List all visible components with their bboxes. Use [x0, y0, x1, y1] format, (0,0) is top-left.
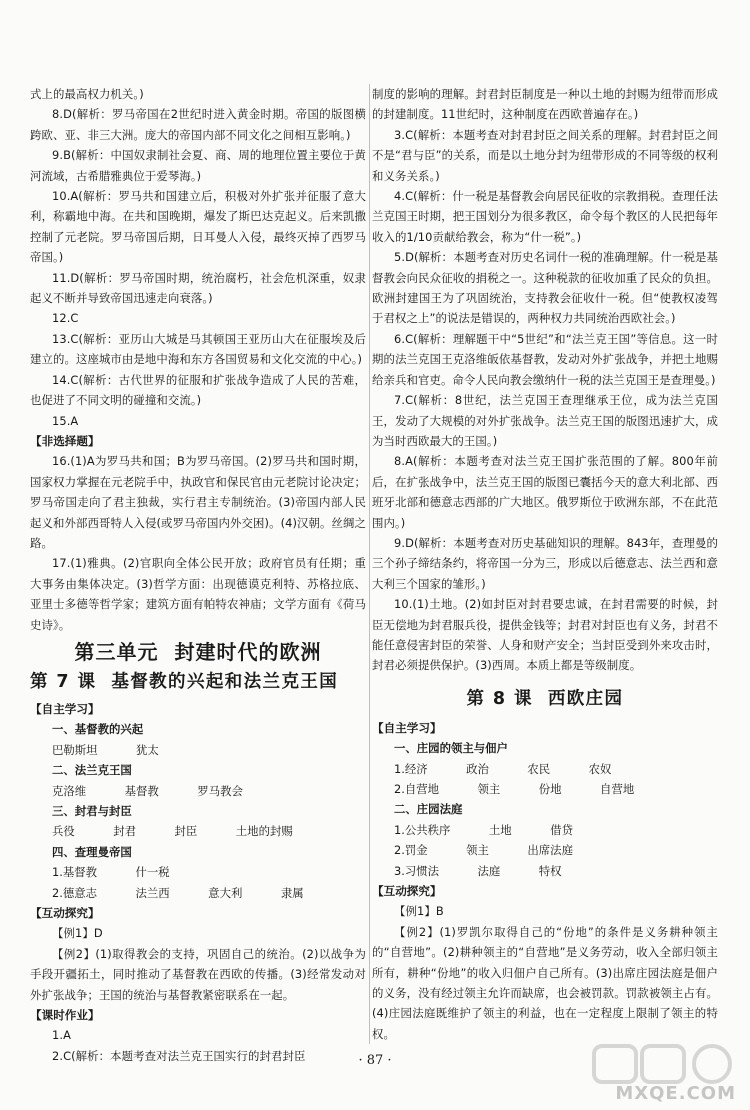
- answer-para: 5.D(解析：本题考查对历史名词什一税的准确理解。什一税是基督教会向民众征收的捐税之一。这种税款的征收加重了民众的负担。欧洲封建国王为了巩固统治，支持教会征收什一税。但“使教权凌驾于君权之上”的说法是错误的，两种权力共同统治西欧社会。): [372, 250, 718, 326]
- section-heading: 三、封君与封臣: [52, 804, 132, 818]
- column-divider: [369, 84, 370, 1044]
- answer-words: 克洛维 基督教 罗马教会: [52, 783, 243, 798]
- example-1: 【例1】B: [394, 904, 444, 919]
- answer-words: 1.经济 政治 农民 农奴: [394, 761, 612, 776]
- example-1: 【例1】D: [52, 926, 103, 941]
- watermark-text: MXQE.COM: [615, 1083, 736, 1104]
- answer-words: 3.习惯法 法庭 特权: [394, 863, 562, 878]
- answer-para: 13.C(解析：亚历山大城是马其顿国王亚历山大在征服埃及后建立的。这座城市由是地中海和东方各国贸易和文化交流的中心。): [30, 331, 366, 367]
- homework-2: 2.C(解析：本题考查对法兰克王国实行的封君封臣: [52, 1048, 306, 1063]
- answer-para: 3.C(解析：本题考查对封君封臣之间关系的理解。封君封臣之间不是“君与臣”的关系，而是以土地分封为纽带形成的不同等级的权利和义务关系。): [372, 127, 718, 183]
- section-heading: 四、查理曼帝国: [52, 844, 132, 859]
- lesson-7-title: 第 7 课 基督教的兴起和法兰克王国: [30, 671, 339, 692]
- interactive-header: 【互动探究】: [30, 906, 100, 921]
- answer-para: 14.C(解析：古代世界的征服和扩张战争造成了人民的苦难，也促进了不同文明的碰撞和交流。): [30, 372, 366, 408]
- answer-para: 8.A(解析：本题考查对法兰克王国扩张范围的了解。800年前后，在扩张战争中，法兰克王国的版图已囊括今天的意大利北部、西班牙北部和德意志西部的广大地区。俄罗斯位于欧洲东部，不在此范围内。): [372, 454, 718, 530]
- unit-title: 第三单元 封建时代的欧洲: [74, 639, 322, 664]
- self-study-header: 【自主学习】: [372, 720, 442, 735]
- answer-words: 巴勒斯坦 犹太: [52, 742, 159, 757]
- answer-para: 8.D(解析：罗马帝国在2世纪时进入黄金时期。帝国的版图横跨欧、亚、非三大洲。庞大的帝国内部不同文化之间相互影响。): [30, 107, 366, 142]
- answer-para: 式上的最高权力机关。): [30, 87, 144, 101]
- answer-para: 17.(1)雅典。(2)官职向全体公民开放；政府官员有任期；重大事务由集体决定。(3)哲学方面：出现德谟克利特、苏格拉底、亚里士多德等哲学家；建筑方面有帕特农神庙；文学方面有《荷马史诗》。: [30, 556, 366, 632]
- answer-para: 10.(1)土地。(2)如封臣对封君要忠诚，在封君需要的时候，封臣无偿地为封君服兵役，提供金钱等；封君对封臣也有义务，封君不能任意侵害封臣的荣誉、人身和财产安全；当封臣受到外来攻击时，封君必须提供保护。(3)西周。本质上都是等级制度。: [372, 597, 718, 673]
- interactive-header: 【互动探究】: [372, 884, 442, 899]
- answer-para: 10.A(解析：罗马共和国建立后，积极对外扩张并征服了意大利，称霸地中海。在共和国晚期，爆发了斯巴达克起义。后来凯撒控制了元老院。罗马帝国后期，日耳曼人入侵，最终灭掉了西罗马帝国。): [30, 189, 366, 265]
- answer-words: 兵役 封君 封臣 土地的封赐: [52, 824, 293, 839]
- page-number: · 87 ·: [358, 1053, 392, 1068]
- homework-1: 1.A: [52, 1028, 71, 1043]
- example-2: 【例2】(1)罗凯尔取得自己的“份地”的条件是义务耕种领主的“自营地”。(2)耕种领主的“自营地”是义务劳动，收入全部归领主所有，耕种“份地”的收入归佃户自己所有。(3)出席庄园法庭是佃户的义务，没有经过领主允许而缺席，也会被罚款。罚款被领主占有。(4)庄园法庭既维护了领主的利益，也在一定程度上限制了领主的特权。: [372, 924, 718, 1041]
- nonchoice-header: 【非选择题】: [30, 433, 100, 448]
- section-heading: 二、法兰克王国: [52, 763, 132, 778]
- section-heading: 一、庄园的领主与佃户: [394, 741, 508, 756]
- answer-para: 7.C(解析：8世纪，法兰克国王查理继承王位，成为法兰克国王，发动了大规模的对外扩张战争。法兰克王国的版图迅速扩大，成为当时西欧最大的王国。): [372, 393, 718, 448]
- answer-words: 1.基督教 什一税: [52, 865, 170, 880]
- homework-header: 【课时作业】: [30, 1008, 100, 1023]
- answer-words: 2.自营地 领主 份地 自营地: [394, 782, 635, 796]
- section-heading: 一、基督教的兴起: [52, 722, 144, 737]
- answer-para: 12.C: [52, 311, 79, 326]
- answer-para: 11.D(解析：罗马帝国时期，统治腐朽，社会危机深重，奴隶起义不断并导致帝国迅速走向衰落。): [30, 270, 366, 306]
- answer-words: 1.公共秩序 土地 借贷: [394, 822, 573, 837]
- answer-para: 16.(1)A为罗马共和国；B为罗马帝国。(2)罗马共和国时期，国家权力掌握在元老院手中，执政官和保民官由元老院讨论决定；罗马帝国走向了君主独裁，实行君主专制统治。(3)帝国内部人民起义和外部西哥特人入侵(或罗马帝国内外交困)。(4)汉朝。丝绸之路。: [30, 454, 366, 550]
- section-heading: 二、庄园法庭: [394, 802, 463, 817]
- answer-para: 15.A: [52, 413, 79, 428]
- right-column: [372, 84, 718, 1044]
- left-column: [30, 84, 366, 1066]
- answer-para: 9.D(解析：本题考查对历史基础知识的理解。843年，查理曼的三个孙子缔结条约，将帝国一分为三，形成以后德意志、法兰西和意大利三个国家的雏形。): [372, 535, 718, 591]
- answer-para: 6.C(解析：理解题干中“5世纪”和“法兰克王国”等信息。这一时期的法兰克国王克洛维皈依基督教，发动对外扩张战争，并把土地赐给亲兵和官吏。命令人民向教会缴纳什一税的法兰克国王是查理曼。): [372, 331, 718, 387]
- answer-para: 9.B(解析：中国奴隶制社会夏、商、周的地理位置主要位于黄河流域，古希腊雅典位于爱琴海。): [30, 148, 366, 183]
- answer-para: 4.C(解析：什一税是基督教会向居民征收的宗教捐税。查理任法兰克国王时期，把王国划分为很多教区，命令每个教区的人民把每年收入的1/10贡献给教会，称为“什一税”。): [372, 189, 718, 244]
- answer-words: 2.德意志 法兰西 意大利 隶属: [52, 885, 304, 900]
- example-2: 【例2】(1)取得教会的支持，巩固自己的统治。(2)以战争为手段开疆拓土，同时推动了基督教在西欧的传播。(3)经常发动对外扩张战争；王国的统治与基督教紧密联系在一起。: [30, 946, 366, 1002]
- answer-para: 制度的影响的理解。封君封臣制度是一种以土地的封赐为纽带而形成的封建制度。11世纪时，这种制度在西欧普遍存在。): [372, 87, 718, 122]
- answer-words: 2.罚金 领主 出席法庭: [394, 843, 573, 858]
- lesson-8-title: 第 8 课 西欧庄园: [466, 688, 624, 709]
- self-study-header: 【自主学习】: [30, 701, 100, 716]
